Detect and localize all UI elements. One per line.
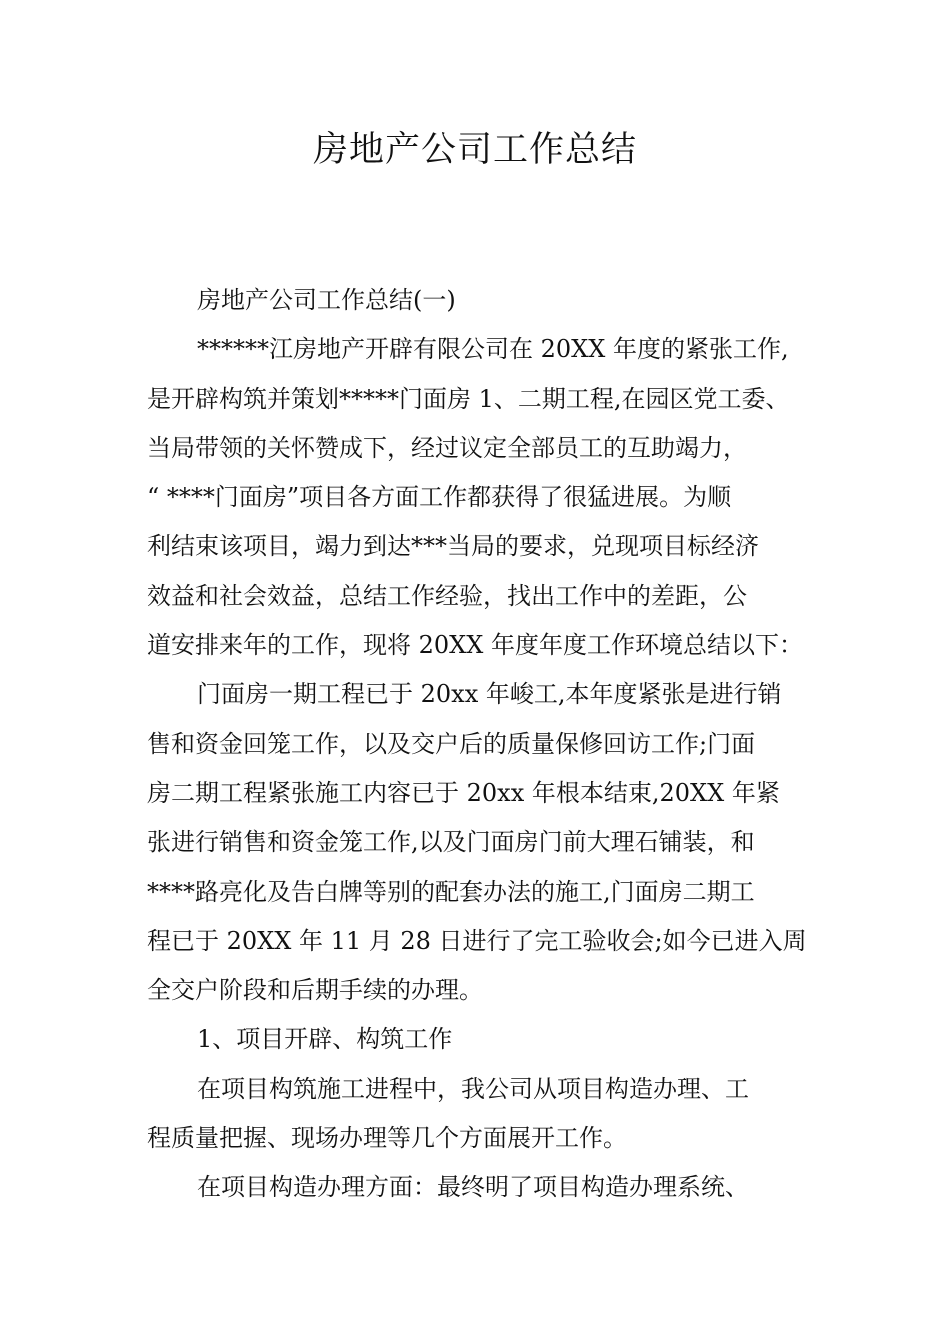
paragraph-line: 门面房一期工程已于 20xx 年峻工,本年度紧张是进行销: [197, 680, 782, 709]
paragraph-line: ******江房地产开辟有限公司在 20XX 年度的紧张工作,: [197, 335, 789, 364]
paragraph-line: 程质量把握、现场办理等几个方面展开工作。: [147, 1124, 627, 1153]
paragraph-line: 道安排来年的工作，现将 20XX 年度年度工作环境总结以下：: [147, 631, 803, 660]
paragraph-4: [147, 1163, 807, 1212]
paragraph-line: 当局带领的关怀赞成下，经过议定全部员工的互助竭力，: [147, 433, 747, 462]
paragraph-line: 利结束该项目，竭力到达***当局的要求，兑现项目标经济: [147, 532, 759, 561]
paragraph-2: [147, 670, 807, 1015]
paragraph-line: 在项目构造办理方面：最终明了项目构造办理系统、: [197, 1173, 749, 1202]
paragraph-line: 售和资金回笼工作，以及交户后的质量保修回访工作;门面: [147, 729, 756, 758]
paragraph-1: [147, 325, 807, 670]
section-heading: 1、项目开辟、构筑工作: [197, 1025, 453, 1054]
paragraph-line: 效益和社会效益，总结工作经验，找出工作中的差距，公: [147, 581, 747, 610]
document-title: 房地产公司工作总结: [312, 130, 637, 170]
paragraph-line: 程已于 20XX 年 11 月 28 日进行了完工验收会;如今已进入周: [147, 926, 807, 955]
paragraph-line: ****路亮化及告白牌等别的配套办法的施工,门面房二期工: [147, 877, 755, 906]
paragraph-line: “ ****门面房”项目各方面工作都获得了很猛进展。为顺: [147, 483, 732, 512]
paragraph-line: 张进行销售和资金笼工作,以及门面房门前大理石铺装，和: [147, 828, 755, 857]
paragraph-3: [147, 1065, 807, 1164]
paragraph-line: 房二期工程紧张施工内容已于 20xx 年根本结束,20XX 年紧: [147, 778, 780, 807]
paragraph-line: 是开辟构筑并策划*****门面房 1、二期工程,在园区党工委、: [147, 384, 790, 413]
paragraph-line: 在项目构筑施工进程中，我公司从项目构造办理、工: [197, 1074, 749, 1103]
document-body: [147, 276, 807, 1213]
paragraph-line: 全交户阶段和后期手续的办理。: [147, 976, 483, 1005]
subtitle-heading: 房地产公司工作总结(一): [197, 286, 456, 314]
